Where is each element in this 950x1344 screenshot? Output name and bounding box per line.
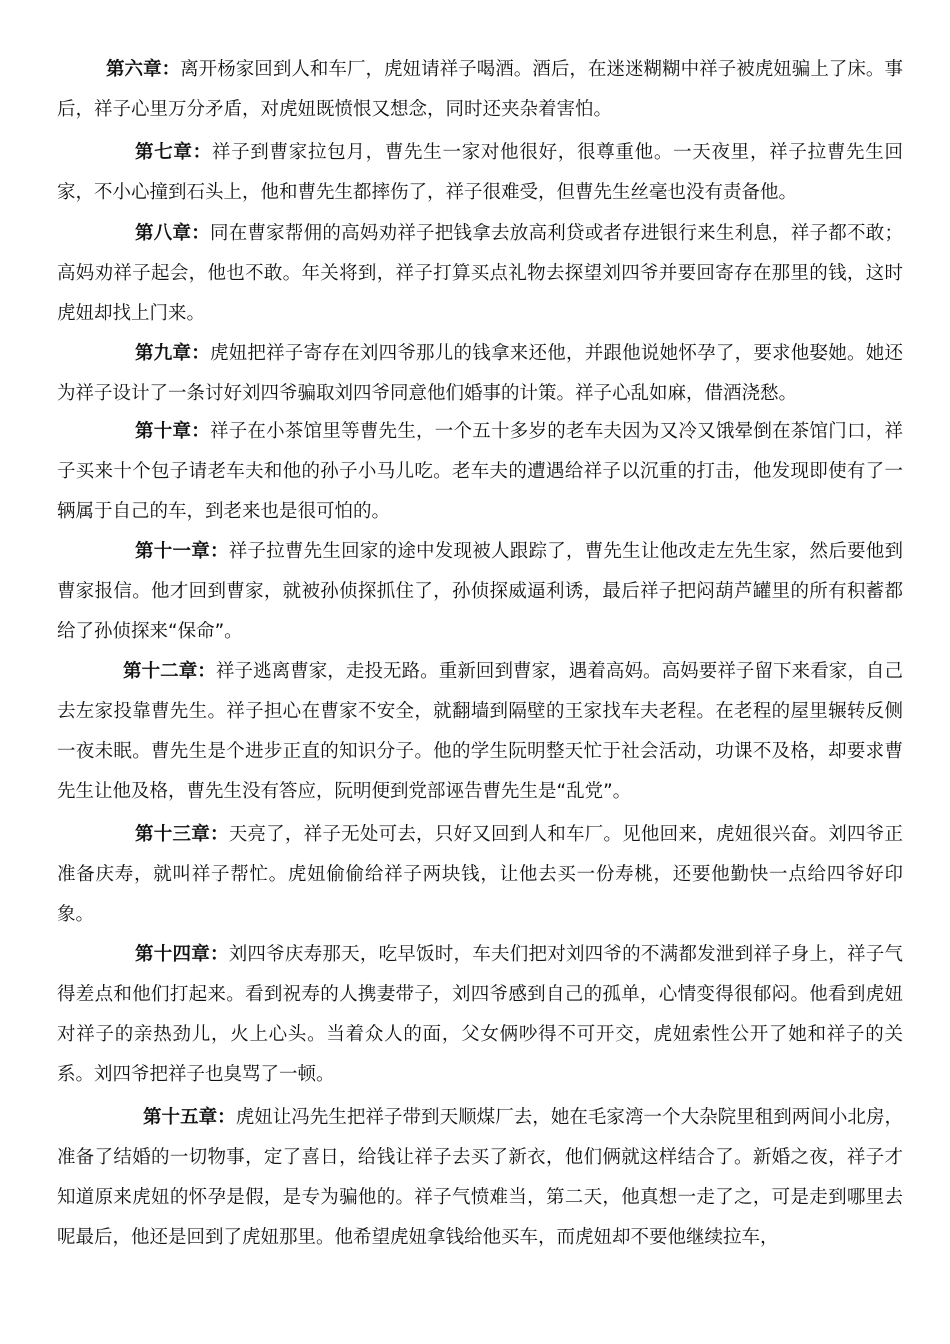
chapter-9-text: 虎妞把祥子寄存在刘四爷那儿的钱拿来还他，并跟他说她怀孕了，要求他娶她。她还为祥子设计了一条讨好刘四爷骗取刘四爷同意他们婚事的计策。祥子心乱如麻，借酒浇愁。 [57,343,903,404]
chapter-15-text: 虎妞让冯先生把祥子带到天顺煤厂去，她在毛家湾一个大杂院里租到两间小北房，准备了结婚的一切物事，定了喜日，给钱让祥子去买了新衣，他们俩就这样结合了。新婚之夜，祥子才知道原来虎妞的怀孕是假，是专为骗他的。祥子气愤难当，第二天，他真想一走了之，可是走到哪里去呢最后，他还是回到了虎妞那里。他希望虎妞拿钱给他买车，而虎妞却不要他继续拉车， [57,1107,903,1248]
chapter-8-text: 同在曹家帮佣的高妈劝祥子把钱拿去放高利贷或者存进银行来生利息，祥子都不敢；高妈劝祥子起会，他也不敢。年关将到，祥子打算买点礼物去探望刘四爷并要回寄存在那里的钱，这时虎妞却找上门来。 [57,223,903,324]
chapter-13-heading: 第十三章： [135,824,229,845]
chapter-8-paragraph [57,214,903,334]
chapter-13-paragraph [57,815,903,935]
chapter-15-heading: 第十五章： [143,1107,236,1128]
chapter-9-heading: 第九章： [135,343,210,364]
chapter-10-text: 祥子在小茶馆里等曹先生，一个五十多岁的老车夫因为又冷又饿晕倒在茶馆门口，祥子买来十个包子请老车夫和他的孙子小马儿吃。老车夫的遭遇给祥子以沉重的打击，他发现即使有了一辆属于自己的车，到老来也是很可怕的。 [57,421,903,522]
chapter-6-paragraph [57,50,903,130]
chapter-6-heading: 第六章： [106,59,181,80]
chapter-7-heading: 第七章： [135,142,212,163]
chapter-11-heading: 第十一章： [135,541,229,562]
chapter-14-paragraph [57,935,903,1095]
chapter-12-text: 祥子逃离曹家，走投无路。重新回到曹家，遇着高妈。高妈要祥子留下来看家，自己去左家投靠曹先生。祥子担心在曹家不安全，就翻墙到隔壁的王家找车夫老程。在老程的屋里辗转反侧一夜未眠。曹先生是个进步正直的知识分子。他的学生阮明整天忙于社会活动，功课不及格，却要求曹先生让他及格，曹先生没有答应，阮明便到党部诬告曹先生是“乱党”。 [57,661,903,802]
chapter-10-heading: 第十章： [135,421,210,442]
chapter-12-heading: 第十二章： [123,661,216,682]
chapter-7-text: 祥子到曹家拉包月，曹先生一家对他很好，很尊重他。一天夜里，祥子拉曹先生回家，不小心撞到石头上，他和曹先生都摔伤了，祥子很难受，但曹先生丝毫也没有责备他。 [57,142,903,203]
chapter-12-paragraph [57,652,903,812]
chapter-15-paragraph [57,1098,903,1258]
chapter-14-text: 刘四爷庆寿那天，吃早饭时，车夫们把对刘四爷的不满都发泄到祥子身上，祥子气得差点和他们打起来。看到祝寿的人携妻带子，刘四爷感到自己的孤单，心情变得很郁闷。他看到虎妞对祥子的亲热劲儿，火上心头。当着众人的面，父女俩吵得不可开交，虎妞索性公开了她和祥子的关系。刘四爷把祥子也臭骂了一顿。 [57,944,903,1085]
chapter-11-text: 祥子拉曹先生回家的途中发现被人跟踪了，曹先生让他改走左先生家，然后要他到曹家报信。他才回到曹家，就被孙侦探抓住了，孙侦探威逼利诱，最后祥子把闷葫芦罐里的所有积蓄都给了孙侦探来“保命”。 [57,541,903,642]
chapter-14-heading: 第十四章： [135,944,229,965]
chapter-9-paragraph [57,334,903,414]
chapter-7-paragraph [57,133,903,213]
chapter-8-heading: 第八章： [135,223,210,244]
chapter-10-paragraph [57,412,903,532]
chapter-11-paragraph [57,532,903,652]
chapter-6-text: 离开杨家回到人和车厂，虎妞请祥子喝酒。酒后，在迷迷糊糊中祥子被虎妞骗上了床。事后，祥子心里万分矛盾，对虎妞既愤恨又想念，同时还夹杂着害怕。 [57,59,903,120]
chapter-13-text: 天亮了，祥子无处可去，只好又回到人和车厂。见他回来，虎妞很兴奋。刘四爷正准备庆寿，就叫祥子帮忙。虎妞偷偷给祥子两块钱，让他去买一份寿桃，还要他勤快一点给四爷好印象。 [57,824,903,925]
